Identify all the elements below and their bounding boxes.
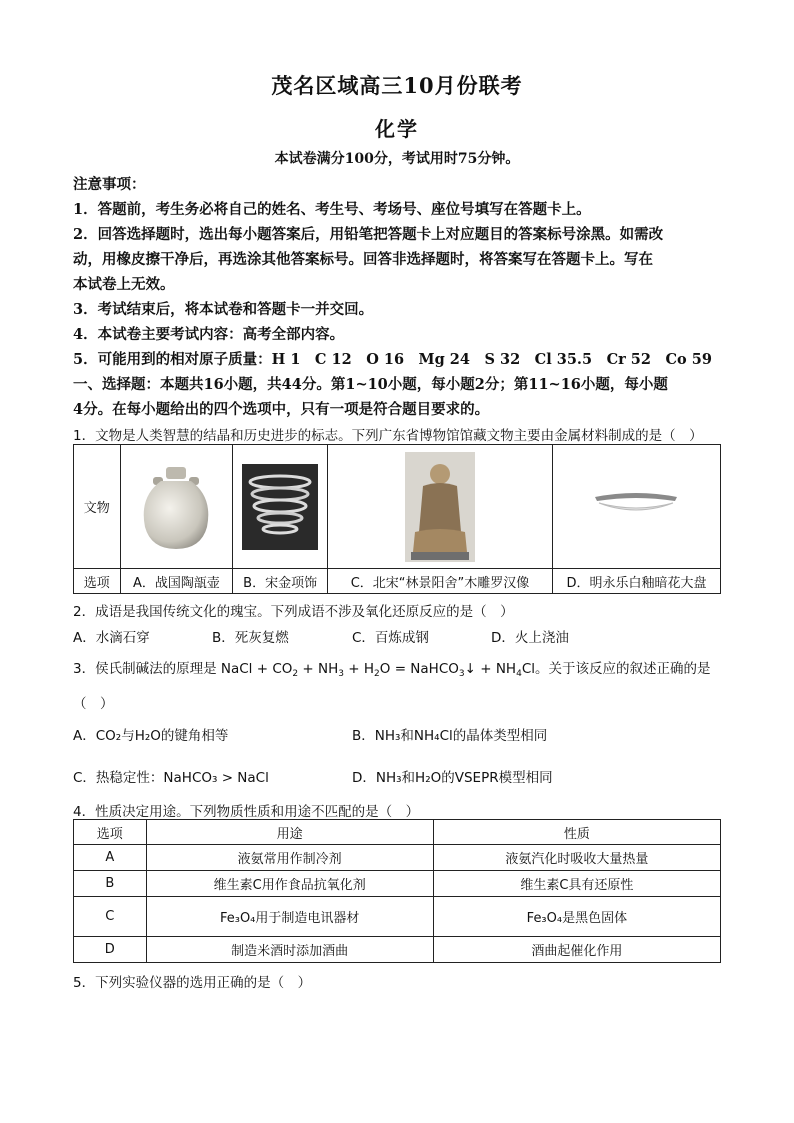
- q3-answer-paren: （ ）: [73, 696, 114, 712]
- pottery-jar-icon: [131, 457, 221, 557]
- q2-option-b: B．死灰复燃: [212, 630, 289, 646]
- subject-title: 化学: [375, 117, 419, 141]
- q2-option-d: D．火上浇油: [491, 630, 569, 646]
- artifact-image-d: [552, 445, 720, 569]
- section-1-line-2: 4分。在每小题给出的四个选项中，只有一项是符合题目要求的。: [73, 401, 490, 418]
- wooden-arhat-statue-icon: [405, 452, 475, 562]
- row-use: 维生素C用作食品抗氧化剂: [146, 871, 433, 897]
- q1-stem: 1．文物是人类智慧的结晶和历史进步的标志。下列广东省博物馆馆藏文物主要由金属材料制成的是（ ）: [73, 428, 703, 444]
- white-glazed-plate-icon: [591, 487, 681, 527]
- artifact-image-c: [328, 445, 553, 569]
- row-property: 酒曲起催化作用: [433, 937, 720, 963]
- note-3: 3．考试结束后，将本试卷和答题卡一并交回。: [73, 301, 374, 318]
- row-option: B: [74, 871, 147, 897]
- section-1-line-1: 一、选择题：本题共16小题，共44分。第1~10小题，每小题2分；第11~16小题，每小题: [73, 376, 668, 393]
- q4-stem: 4．性质决定用途。下列物质性质和用途不匹配的是（ ）: [73, 804, 420, 820]
- note-4: 4．本试卷主要考试内容：高考全部内容。: [73, 326, 345, 343]
- table-header-row: [74, 820, 721, 845]
- exam-title: 茂名区域高三10月份联考: [271, 73, 523, 98]
- row-property: 维生素C具有还原性: [433, 871, 720, 897]
- q2-option-c: C．百炼成钢: [352, 630, 429, 646]
- row-option: C: [74, 897, 147, 937]
- q1-option-a: A．战国陶瓿壶: [120, 569, 233, 594]
- q2-option-a: A．水滴石穿: [73, 630, 150, 646]
- header-use: 用途: [146, 820, 433, 845]
- row-use: 液氨常用作制冷剂: [146, 845, 433, 871]
- row-use: Fe₃O₄用于制造电讯器材: [146, 897, 433, 937]
- exam-info: 本试卷满分100分，考试用时75分钟。: [274, 151, 520, 167]
- q1-option-c: C．北宋“林景阳舍”木雕罗汉像: [328, 569, 553, 594]
- table-row: [74, 937, 721, 963]
- row-property: Fe₃O₄是黑色固体: [433, 897, 720, 937]
- note-5: 5．可能用到的相对原子质量：H 1 C 12 O 16 Mg 24 S 32 Cl 35.5 Cr 52 Co 59: [73, 351, 712, 368]
- note-2-line-1: 2．回答选择题时，选出每小题答案后，用铅笔把答题卡上对应题目的答案标号涂黑。如需改: [73, 226, 664, 243]
- table-row: [74, 897, 721, 937]
- q1-artifact-label: 文物: [74, 445, 121, 569]
- row-property: 液氨汽化时吸收大量热量: [433, 845, 720, 871]
- row-use: 制造米酒时添加酒曲: [146, 937, 433, 963]
- q5-stem: 5．下列实验仪器的选用正确的是（ ）: [73, 975, 312, 991]
- q2-stem: 2．成语是我国传统文化的瑰宝。下列成语不涉及氧化还原反应的是（ ）: [73, 604, 514, 620]
- header-property: 性质: [433, 820, 720, 845]
- table-row: [74, 845, 721, 871]
- note-2-line-3: 本试卷上无效。: [73, 276, 175, 293]
- artifact-image-a: [120, 445, 233, 569]
- q3-option-c: C．热稳定性：NaHCO₃ > NaCl: [73, 770, 269, 786]
- note-1: 1．答题前，考生务必将自己的姓名、考生号、考场号、座位号填写在答题卡上。: [73, 201, 591, 218]
- q4-property-table: [73, 819, 721, 963]
- q1-option-b: B．宋金项饰: [233, 569, 328, 594]
- q3-stem-end: 。关于该反应的叙述正确的是: [535, 661, 711, 677]
- notes-heading: 注意事项：: [73, 176, 146, 193]
- q3-option-d: D．NH₃和H₂O的VSEPR模型相同: [352, 770, 553, 786]
- row-option: D: [74, 937, 147, 963]
- spiral-necklace-icon: [242, 464, 318, 550]
- row-option: A: [74, 845, 147, 871]
- q3-option-b: B．NH₃和NH₄Cl的晶体类型相同: [352, 728, 548, 744]
- q3-stem: 3．侯氏制碱法的原理是 NaCl + $CO_2 + NH_3 + H_2O$ = NaHCO$_3$↓ + $NH_4Cl$。关于该反应的叙述正确的是: [73, 661, 711, 679]
- q3-stem-start: 3．侯氏制碱法的原理是 NaCl + CO: [73, 661, 293, 677]
- q1-option-d: D．明永乐白釉暗花大盘: [552, 569, 720, 594]
- q1-option-label: 选项: [74, 569, 121, 594]
- table-row: [74, 871, 721, 897]
- q3-option-a: A．CO₂与H₂O的键角相等: [73, 728, 229, 744]
- header-option: 选项: [74, 820, 147, 845]
- artifact-image-b: [233, 445, 328, 569]
- note-2-line-2: 动，用橡皮擦干净后，再选涂其他答案标号。回答非选择题时，将答案写在答题卡上。写在: [73, 251, 653, 268]
- q1-artifact-table: [73, 444, 721, 594]
